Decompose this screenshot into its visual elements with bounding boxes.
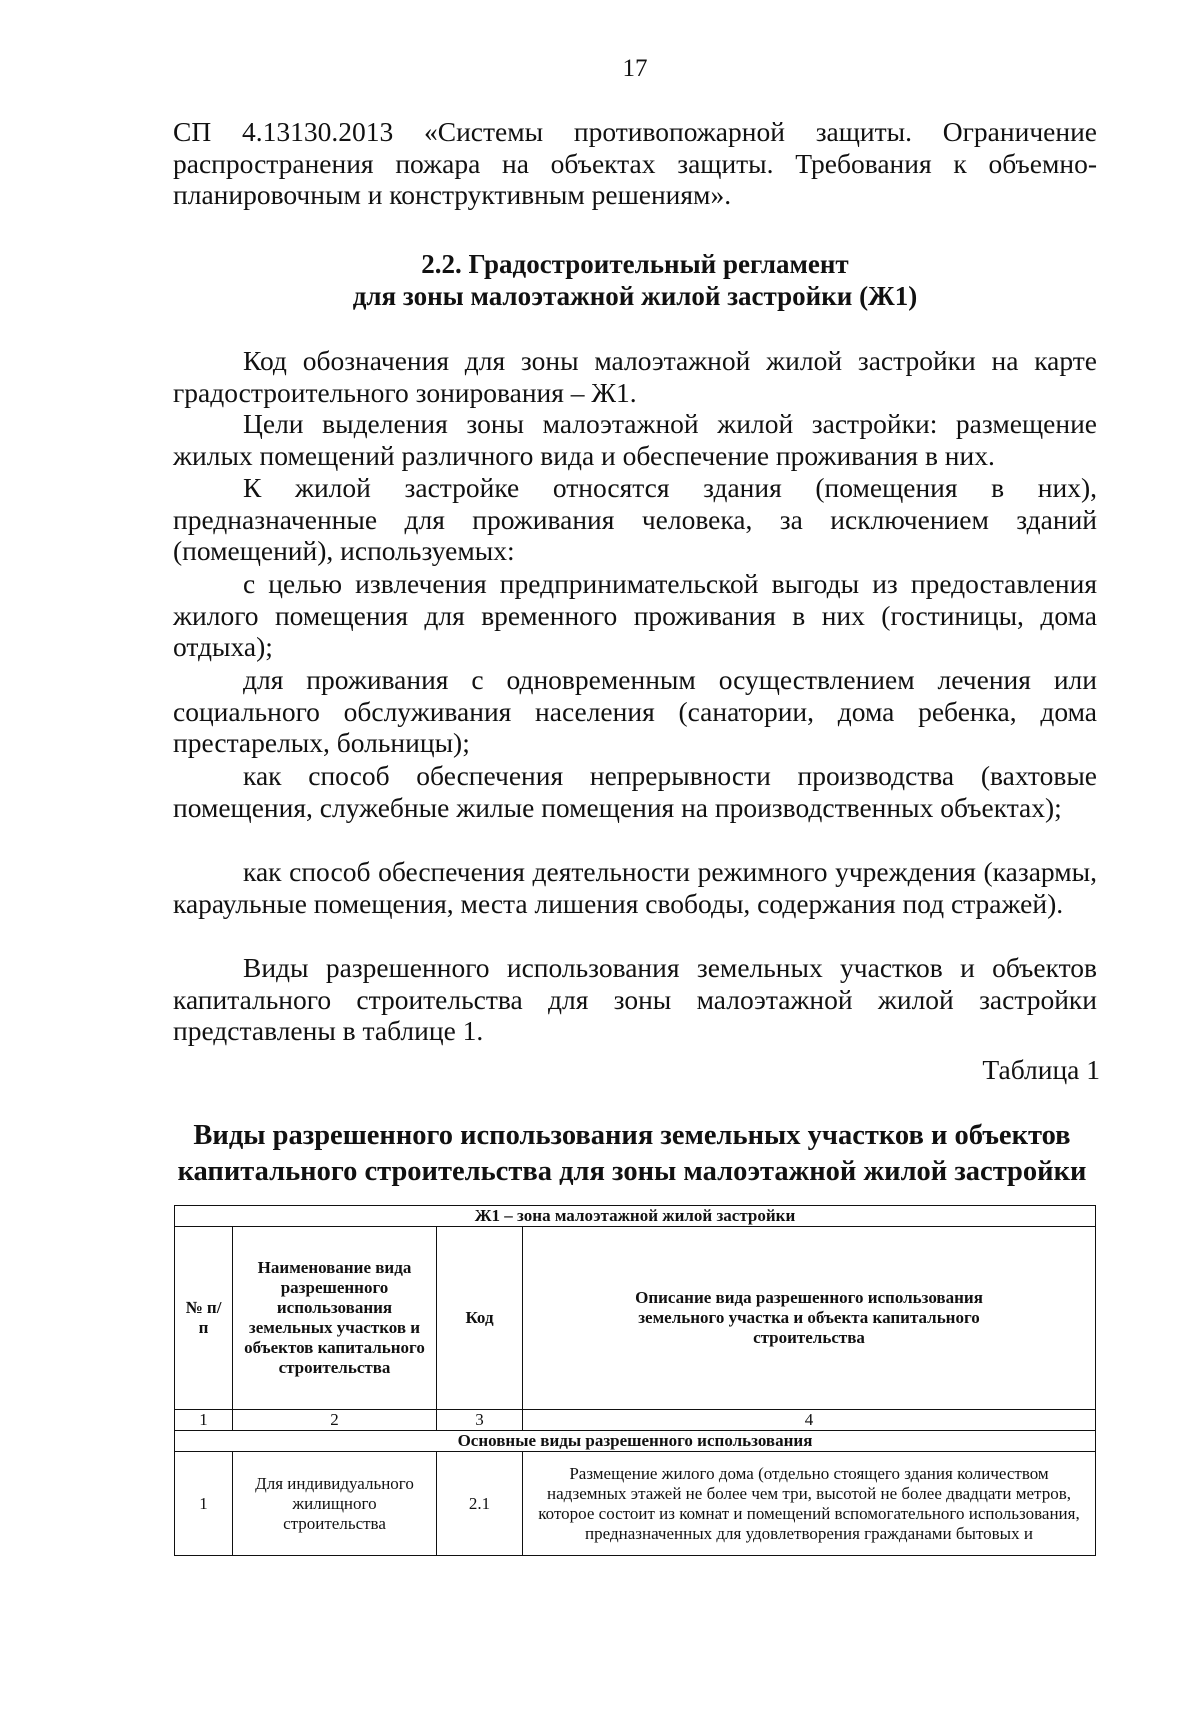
paragraph-table-reference: Виды разрешенного использования земельных участков и объектов капитального строительства для зоны малоэтажной жилой застройки представлены в таблице 1. (173, 952, 1097, 1046)
row-code: 2.1 (437, 1452, 523, 1556)
table-label: Таблица 1 (982, 1054, 1100, 1085)
paragraph-exclusion-barracks: как способ обеспечения деятельности режимного учреждения (казармы, караульные помещения, места лишения свободы, содержания под стражей). (173, 856, 1097, 919)
paragraph-zone-goals: Цели выделения зоны малоэтажной жилой застройки: размещение жилых помещений различного вида и обеспечение проживания в них. (173, 408, 1097, 471)
column-header-row (175, 1227, 1096, 1410)
section-heading-line1: 2.2. Градостроительный регламент (421, 249, 849, 279)
col-number-3: 3 (437, 1410, 523, 1431)
zone-header: Ж1 – зона малоэтажной жилой застройки (175, 1206, 1096, 1227)
row-desc: Размещение жилого дома (отдельно стоящего здания количеством надземных этажей не более чем три, высотой не более двадцати метров, которое состоит из комнат и помещений вспомогательного использования, предназначенных для удовлетворения гражданами бытовых и (523, 1452, 1096, 1556)
col-number-4: 4 (523, 1410, 1096, 1431)
col-number-1: 1 (175, 1410, 233, 1431)
section-heading (173, 248, 1097, 312)
table-title (150, 1118, 1114, 1190)
zone-header-row (175, 1206, 1096, 1227)
paragraph-exclusion-shift-housing: как способ обеспечения непрерывности производства (вахтовые помещения, служебные жилые помещения на производственных объектах); (173, 760, 1097, 823)
header-num: № п/п (175, 1227, 233, 1410)
paragraph-residential-definition: К жилой застройке относятся здания (помещения в них), предназначенные для проживания человека, за исключением зданий (помещений), используемых: (173, 472, 1097, 566)
land-use-table (174, 1205, 1096, 1556)
column-number-row (175, 1410, 1096, 1431)
col-number-2: 2 (233, 1410, 437, 1431)
row-name: Для индивидуального жилищного строительства (233, 1452, 437, 1556)
section-header-row (175, 1431, 1096, 1452)
header-name: Наименование вида разрешенного использования земельных участков и объектов капитального строительства (233, 1227, 437, 1410)
header-code: Код (437, 1227, 523, 1410)
paragraph-exclusion-sanatoria: для проживания с одновременным осуществлением лечения или социального обслуживания населения (санатории, дома ребенка, дома престарелых, больницы); (173, 664, 1097, 758)
section-heading-line2: для зоны малоэтажной жилой застройки (Ж1) (352, 281, 918, 311)
table-row (175, 1452, 1096, 1556)
paragraph-exclusion-hotels: с целью извлечения предпринимательской выгоды из предоставления жилого помещения для временного проживания в них (гостиницы, дома отдыха); (173, 568, 1097, 662)
page-number: 17 (622, 55, 648, 82)
table-title-line2: капитального строительства для зоны малоэтажной жилой застройки (177, 1156, 1087, 1187)
table-title-line1: Виды разрешенного использования земельных участков и объектов (193, 1120, 1071, 1151)
intro-paragraph: СП 4.13130.2013 «Системы противопожарной защиты. Ограничение распространения пожара на объектах защиты. Требования к объемно-планировочным и конструктивным решениям». (173, 116, 1097, 210)
section-header: Основные виды разрешенного использования (175, 1431, 1096, 1452)
row-num: 1 (175, 1452, 233, 1556)
header-desc: Описание вида разрешенного использования земельного участка и объекта капитального строительства (523, 1227, 1096, 1410)
paragraph-zone-code: Код обозначения для зоны малоэтажной жилой застройки на карте градостроительного зонирования – Ж1. (173, 345, 1097, 408)
